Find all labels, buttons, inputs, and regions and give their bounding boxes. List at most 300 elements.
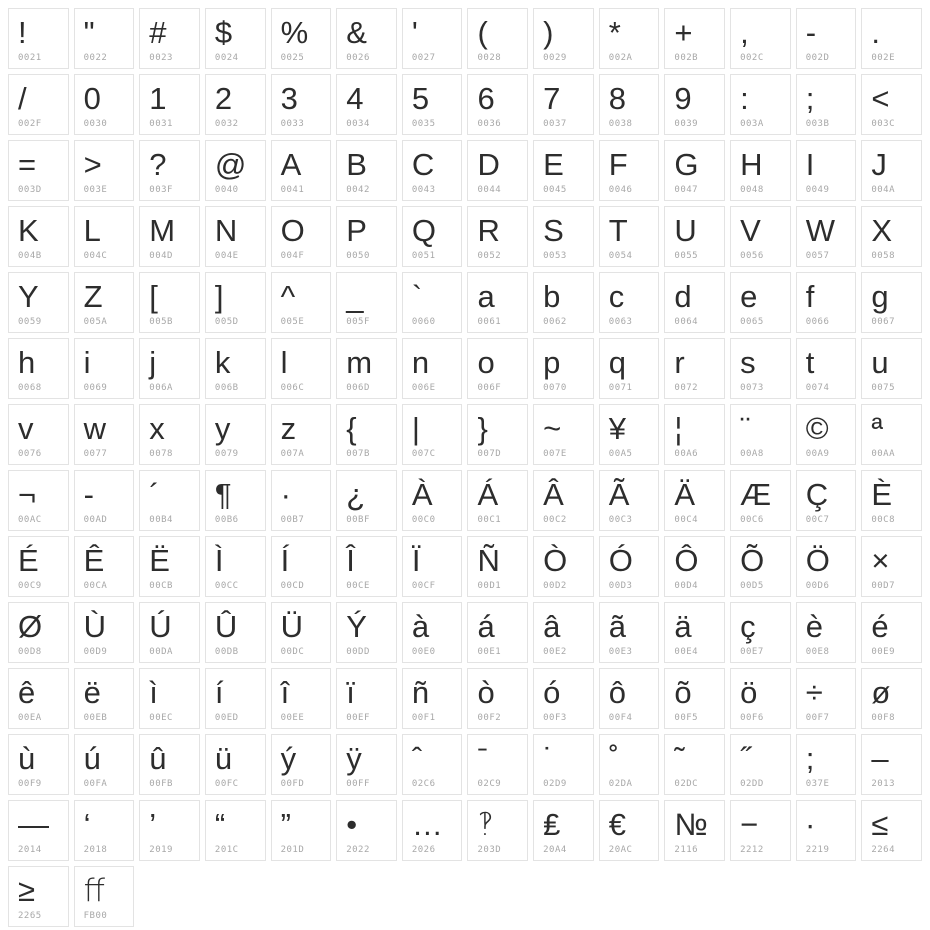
glyph-cell-003D[interactable] xyxy=(8,140,69,201)
glyph-cell-00F8[interactable] xyxy=(861,668,922,729)
glyph-character: ¥ xyxy=(608,411,627,446)
glyph-codepoint-label: 003B xyxy=(805,119,830,129)
glyph-cell-00AC[interactable] xyxy=(8,470,69,531)
glyph-character: i xyxy=(83,345,91,380)
glyph-cell-0047[interactable] xyxy=(664,140,725,201)
glyph-codepoint-label: 0025 xyxy=(280,53,305,63)
glyph-character: ˚ xyxy=(608,741,620,776)
glyph-cell-003F[interactable] xyxy=(139,140,200,201)
glyph-cell-004C[interactable] xyxy=(74,206,135,267)
glyph-cell-002D[interactable] xyxy=(796,8,857,69)
glyph-cell-005A[interactable] xyxy=(74,272,135,333)
glyph-cell-2212[interactable] xyxy=(730,800,791,861)
glyph-character: · xyxy=(280,477,291,512)
glyph-cell-0050[interactable] xyxy=(336,206,397,267)
glyph-character: î xyxy=(280,675,290,710)
glyph-cell-00E2[interactable] xyxy=(533,602,594,663)
glyph-cell-004D[interactable] xyxy=(139,206,200,267)
glyph-cell-2022[interactable] xyxy=(336,800,397,861)
glyph-cell-00E7[interactable] xyxy=(730,602,791,663)
glyph-codepoint-label: 00CC xyxy=(214,581,239,591)
glyph-codepoint-label: 0036 xyxy=(477,119,502,129)
glyph-cell-00DD[interactable] xyxy=(336,602,397,663)
glyph-character: - xyxy=(805,15,817,50)
glyph-cell-005D[interactable] xyxy=(205,272,266,333)
glyph-cell-00FA[interactable] xyxy=(74,734,135,795)
glyph-codepoint-label: 00C6 xyxy=(740,515,764,525)
glyph-character: o xyxy=(477,345,495,380)
glyph-character: • xyxy=(346,807,358,842)
glyph-character: m xyxy=(346,345,373,380)
glyph-character: x xyxy=(149,411,165,446)
glyph-cell-0063[interactable] xyxy=(599,272,660,333)
glyph-cell-004F[interactable] xyxy=(271,206,332,267)
glyph-cell-0042[interactable] xyxy=(336,140,397,201)
glyph-cell-007B[interactable] xyxy=(336,404,397,465)
glyph-cell-002E[interactable] xyxy=(861,8,922,69)
glyph-cell-0033[interactable] xyxy=(271,74,332,135)
glyph-cell-0021[interactable] xyxy=(8,8,69,69)
glyph-cell-0073[interactable] xyxy=(730,338,791,399)
glyph-codepoint-label: 0045 xyxy=(543,185,567,195)
glyph-codepoint-label: 004C xyxy=(83,251,108,261)
glyph-cell-00DC[interactable] xyxy=(271,602,332,663)
glyph-cell-0023[interactable] xyxy=(139,8,200,69)
glyph-cell-00DA[interactable] xyxy=(139,602,200,663)
glyph-character: & xyxy=(346,15,367,50)
glyph-character: ÿ xyxy=(346,741,362,776)
glyph-cell-005B[interactable] xyxy=(139,272,200,333)
glyph-codepoint-label: 2018 xyxy=(83,845,108,855)
glyph-cell-0028[interactable] xyxy=(467,8,528,69)
glyph-character: Ó xyxy=(608,543,633,578)
glyph-character: F xyxy=(608,147,628,182)
glyph-cell-00EC[interactable] xyxy=(139,668,200,729)
glyph-character: ã xyxy=(608,609,627,644)
glyph-cell-00F9[interactable] xyxy=(8,734,69,795)
glyph-cell-00D2[interactable] xyxy=(533,536,594,597)
glyph-cell-02DA[interactable] xyxy=(599,734,660,795)
glyph-cell-0025[interactable] xyxy=(271,8,332,69)
glyph-cell-002B[interactable] xyxy=(664,8,725,69)
glyph-cell-2018[interactable] xyxy=(74,800,135,861)
glyph-cell-0026[interactable] xyxy=(336,8,397,69)
glyph-codepoint-label: 00DC xyxy=(280,647,305,657)
glyph-cell-2219[interactable] xyxy=(796,800,857,861)
glyph-cell-0043[interactable] xyxy=(402,140,463,201)
glyph-cell-201D[interactable] xyxy=(271,800,332,861)
glyph-character: k xyxy=(214,345,231,380)
glyph-cell-00FC[interactable] xyxy=(205,734,266,795)
glyph-cell-00F2[interactable] xyxy=(467,668,528,729)
glyph-codepoint-label: 006D xyxy=(346,383,370,393)
glyph-character: Ý xyxy=(346,609,367,644)
glyph-cell-004A[interactable] xyxy=(861,140,922,201)
glyph-cell-00ED[interactable] xyxy=(205,668,266,729)
glyph-cell-0051[interactable] xyxy=(402,206,463,267)
glyph-character: ï xyxy=(346,675,355,710)
glyph-codepoint-label: 00D6 xyxy=(805,581,830,591)
glyph-cell-00C3[interactable] xyxy=(599,470,660,531)
glyph-cell-00F6[interactable] xyxy=(730,668,791,729)
glyph-character: Ñ xyxy=(477,543,500,578)
glyph-codepoint-label: 0077 xyxy=(83,449,108,459)
glyph-character: ) xyxy=(543,15,554,50)
glyph-cell-00F7[interactable] xyxy=(796,668,857,729)
glyph-cell-00DB[interactable] xyxy=(205,602,266,663)
glyph-codepoint-label: 00FB xyxy=(149,779,173,789)
glyph-cell-0058[interactable] xyxy=(861,206,922,267)
glyph-character: ì xyxy=(149,675,158,710)
glyph-character: í xyxy=(214,675,224,710)
glyph-cell-0076[interactable] xyxy=(8,404,69,465)
glyph-cell-00E4[interactable] xyxy=(664,602,725,663)
glyph-codepoint-label: 2264 xyxy=(871,845,896,855)
glyph-cell-00FB[interactable] xyxy=(139,734,200,795)
glyph-codepoint-label: 0079 xyxy=(214,449,239,459)
glyph-codepoint-label: 002F xyxy=(18,119,42,129)
glyph-codepoint-label: 0049 xyxy=(805,185,830,195)
glyph-cell-0060[interactable] xyxy=(402,272,463,333)
glyph-cell-00B7[interactable] xyxy=(271,470,332,531)
glyph-cell-003A[interactable] xyxy=(730,74,791,135)
glyph-cell-00C7[interactable] xyxy=(796,470,857,531)
glyph-cell-0038[interactable] xyxy=(599,74,660,135)
glyph-cell-005F[interactable] xyxy=(336,272,397,333)
glyph-cell-02DD[interactable] xyxy=(730,734,791,795)
glyph-cell-00CB[interactable] xyxy=(139,536,200,597)
glyph-cell-00D1[interactable] xyxy=(467,536,528,597)
glyph-cell-006F[interactable] xyxy=(467,338,528,399)
glyph-cell-005E[interactable] xyxy=(271,272,332,333)
glyph-cell-00C8[interactable] xyxy=(861,470,922,531)
glyph-codepoint-label: 00E1 xyxy=(477,647,502,657)
glyph-cell-006E[interactable] xyxy=(402,338,463,399)
glyph-character: — xyxy=(18,807,49,842)
glyph-cell-00FD[interactable] xyxy=(271,734,332,795)
glyph-cell-00AD[interactable] xyxy=(74,470,135,531)
glyph-cell-0035[interactable] xyxy=(402,74,463,135)
glyph-cell-00E1[interactable] xyxy=(467,602,528,663)
glyph-character: X xyxy=(871,213,893,248)
glyph-character: | xyxy=(411,411,420,446)
glyph-cell-003E[interactable] xyxy=(74,140,135,201)
glyph-character: Í xyxy=(280,543,290,578)
glyph-cell-0048[interactable] xyxy=(730,140,791,201)
glyph-character: l xyxy=(280,345,288,380)
glyph-cell-00D4[interactable] xyxy=(664,536,725,597)
glyph-character: + xyxy=(674,15,693,50)
glyph-character: ü xyxy=(214,741,233,776)
glyph-character: Û xyxy=(214,609,238,644)
glyph-codepoint-label: 003D xyxy=(18,185,42,195)
glyph-cell-0029[interactable] xyxy=(533,8,594,69)
glyph-cell-00E3[interactable] xyxy=(599,602,660,663)
glyph-character: Î xyxy=(346,543,355,578)
glyph-cell-2116[interactable] xyxy=(664,800,725,861)
glyph-cell-02DC[interactable] xyxy=(664,734,725,795)
glyph-cell-2264[interactable] xyxy=(861,800,922,861)
glyph-cell-0059[interactable] xyxy=(8,272,69,333)
glyph-codepoint-label: 00EB xyxy=(83,713,108,723)
glyph-codepoint-label: 003C xyxy=(871,119,896,129)
glyph-cell-0056[interactable] xyxy=(730,206,791,267)
glyph-cell-00D8[interactable] xyxy=(8,602,69,663)
glyph-cell-007A[interactable] xyxy=(271,404,332,465)
glyph-cell-00CF[interactable] xyxy=(402,536,463,597)
glyph-cell-007C[interactable] xyxy=(402,404,463,465)
glyph-cell-00B4[interactable] xyxy=(139,470,200,531)
glyph-cell-00D3[interactable] xyxy=(599,536,660,597)
glyph-codepoint-label: 00AC xyxy=(18,515,42,525)
glyph-character: g xyxy=(871,279,889,314)
glyph-codepoint-label: 006F xyxy=(477,383,502,393)
glyph-cell-0036[interactable] xyxy=(467,74,528,135)
glyph-codepoint-label: 004A xyxy=(871,185,896,195)
glyph-character: 6 xyxy=(477,81,495,116)
glyph-cell-0024[interactable] xyxy=(205,8,266,69)
glyph-codepoint-label: 0057 xyxy=(805,251,830,261)
glyph-cell-20AC[interactable] xyxy=(599,800,660,861)
glyph-cell-00FF[interactable] xyxy=(336,734,397,795)
glyph-cell-003C[interactable] xyxy=(861,74,922,135)
glyph-cell-0054[interactable] xyxy=(599,206,660,267)
glyph-cell-0079[interactable] xyxy=(205,404,266,465)
glyph-cell-0055[interactable] xyxy=(664,206,725,267)
glyph-cell-0067[interactable] xyxy=(861,272,922,333)
glyph-cell-00CE[interactable] xyxy=(336,536,397,597)
glyph-codepoint-label: 0072 xyxy=(674,383,699,393)
glyph-cell-006C[interactable] xyxy=(271,338,332,399)
glyph-cell-0068[interactable] xyxy=(8,338,69,399)
glyph-cell-0065[interactable] xyxy=(730,272,791,333)
glyph-cell-00D9[interactable] xyxy=(74,602,135,663)
glyph-cell-0078[interactable] xyxy=(139,404,200,465)
glyph-codepoint-label: 2265 xyxy=(18,911,42,921)
glyph-cell-00AA[interactable] xyxy=(861,404,922,465)
glyph-cell-0053[interactable] xyxy=(533,206,594,267)
glyph-cell-004B[interactable] xyxy=(8,206,69,267)
glyph-codepoint-label: 0055 xyxy=(674,251,699,261)
glyph-cell-0049[interactable] xyxy=(796,140,857,201)
glyph-codepoint-label: 00FC xyxy=(214,779,239,789)
glyph-cell-0072[interactable] xyxy=(664,338,725,399)
glyph-character: y xyxy=(214,411,231,446)
glyph-codepoint-label: 00CF xyxy=(411,581,436,591)
glyph-cell-00CC[interactable] xyxy=(205,536,266,597)
glyph-cell-007D[interactable] xyxy=(467,404,528,465)
glyph-character: ˉ xyxy=(477,741,488,776)
glyph-cell-2265[interactable] xyxy=(8,866,69,927)
glyph-codepoint-label: 004B xyxy=(18,251,42,261)
glyph-codepoint-label: 00ED xyxy=(214,713,239,723)
glyph-codepoint-label: 0034 xyxy=(346,119,370,129)
glyph-cell-00C0[interactable] xyxy=(402,470,463,531)
glyph-codepoint-label: 002E xyxy=(871,53,896,63)
glyph-cell-00A8[interactable] xyxy=(730,404,791,465)
glyph-cell-00EE[interactable] xyxy=(271,668,332,729)
glyph-codepoint-label: 0046 xyxy=(608,185,633,195)
glyph-character: Y xyxy=(18,279,39,314)
glyph-cell-00BF[interactable] xyxy=(336,470,397,531)
glyph-cell-00EA[interactable] xyxy=(8,668,69,729)
glyph-character: ~ xyxy=(543,411,562,446)
glyph-codepoint-label: 00A6 xyxy=(674,449,699,459)
glyph-cell-0022[interactable] xyxy=(74,8,135,69)
glyph-cell-006D[interactable] xyxy=(336,338,397,399)
glyph-codepoint-label: 0039 xyxy=(674,119,699,129)
glyph-cell-0062[interactable] xyxy=(533,272,594,333)
glyph-codepoint-label: 00C7 xyxy=(805,515,830,525)
glyph-cell-203D[interactable] xyxy=(467,800,528,861)
glyph-cell-003B[interactable] xyxy=(796,74,857,135)
glyph-character: ﬀ xyxy=(83,873,105,908)
glyph-character: e xyxy=(740,279,758,314)
glyph-cell-0066[interactable] xyxy=(796,272,857,333)
glyph-character: 4 xyxy=(346,81,364,116)
glyph-cell-0071[interactable] xyxy=(599,338,660,399)
glyph-cell-0030[interactable] xyxy=(74,74,135,135)
glyph-character: ’ xyxy=(149,807,157,842)
glyph-codepoint-label: 0035 xyxy=(411,119,436,129)
glyph-character: Â xyxy=(543,477,564,512)
glyph-cell-00E9[interactable] xyxy=(861,602,922,663)
glyph-codepoint-label: 00D9 xyxy=(83,647,108,657)
glyph-cell-0057[interactable] xyxy=(796,206,857,267)
glyph-character: ä xyxy=(674,609,692,644)
glyph-codepoint-label: 00D1 xyxy=(477,581,502,591)
glyph-cell-0052[interactable] xyxy=(467,206,528,267)
glyph-character: - xyxy=(83,477,94,512)
glyph-cell-0041[interactable] xyxy=(271,140,332,201)
glyph-cell-2026[interactable] xyxy=(402,800,463,861)
glyph-codepoint-label: 00C3 xyxy=(608,515,633,525)
glyph-codepoint-label: 0074 xyxy=(805,383,830,393)
glyph-cell-002F[interactable] xyxy=(8,74,69,135)
glyph-codepoint-label: 00B6 xyxy=(214,515,239,525)
glyph-cell-00C6[interactable] xyxy=(730,470,791,531)
glyph-codepoint-label: 0066 xyxy=(805,317,830,327)
glyph-cell-00A5[interactable] xyxy=(599,404,660,465)
glyph-cell-00A9[interactable] xyxy=(796,404,857,465)
glyph-codepoint-label: 00E0 xyxy=(411,647,436,657)
glyph-cell-0075[interactable] xyxy=(861,338,922,399)
glyph-character: K xyxy=(18,213,39,248)
glyph-cell-00EF[interactable] xyxy=(336,668,397,729)
glyph-cell-006B[interactable] xyxy=(205,338,266,399)
glyph-cell-0064[interactable] xyxy=(664,272,725,333)
glyph-cell-00C9[interactable] xyxy=(8,536,69,597)
glyph-cell-FB00[interactable] xyxy=(74,866,135,927)
glyph-cell-00D6[interactable] xyxy=(796,536,857,597)
glyph-cell-0077[interactable] xyxy=(74,404,135,465)
glyph-codepoint-label: 02C6 xyxy=(411,779,436,789)
glyph-cell-0069[interactable] xyxy=(74,338,135,399)
glyph-cell-0074[interactable] xyxy=(796,338,857,399)
glyph-character: 5 xyxy=(411,81,430,116)
glyph-cell-0044[interactable] xyxy=(467,140,528,201)
glyph-codepoint-label: 0051 xyxy=(411,251,436,261)
glyph-character: " xyxy=(83,15,95,50)
glyph-cell-0040[interactable] xyxy=(205,140,266,201)
glyph-codepoint-label: 00F9 xyxy=(18,779,42,789)
glyph-cell-0039[interactable] xyxy=(664,74,725,135)
glyph-character: © xyxy=(805,411,829,446)
glyph-cell-00CD[interactable] xyxy=(271,536,332,597)
glyph-codepoint-label: 00EE xyxy=(280,713,305,723)
glyph-codepoint-label: 00E9 xyxy=(871,647,896,657)
glyph-codepoint-label: 02DA xyxy=(608,779,633,789)
glyph-cell-2019[interactable] xyxy=(139,800,200,861)
glyph-character: n xyxy=(411,345,430,380)
glyph-cell-2014[interactable] xyxy=(8,800,69,861)
glyph-character: # xyxy=(149,15,167,50)
glyph-cell-00C1[interactable] xyxy=(467,470,528,531)
glyph-cell-00CA[interactable] xyxy=(74,536,135,597)
glyph-character: ¿ xyxy=(346,477,366,512)
glyph-cell-00EB[interactable] xyxy=(74,668,135,729)
glyph-cell-00E0[interactable] xyxy=(402,602,463,663)
glyph-cell-0045[interactable] xyxy=(533,140,594,201)
glyph-cell-00A6[interactable] xyxy=(664,404,725,465)
glyph-codepoint-label: 0078 xyxy=(149,449,173,459)
glyph-cell-00F4[interactable] xyxy=(599,668,660,729)
glyph-cell-002A[interactable] xyxy=(599,8,660,69)
glyph-codepoint-label: 00C8 xyxy=(871,515,896,525)
glyph-cell-0032[interactable] xyxy=(205,74,266,135)
glyph-cell-0046[interactable] xyxy=(599,140,660,201)
glyph-character: Á xyxy=(477,477,499,512)
glyph-cell-00C4[interactable] xyxy=(664,470,725,531)
glyph-character: f xyxy=(805,279,815,314)
glyph-codepoint-label: 0041 xyxy=(280,185,305,195)
glyph-cell-007E[interactable] xyxy=(533,404,594,465)
glyph-cell-00F1[interactable] xyxy=(402,668,463,729)
glyph-cell-00F3[interactable] xyxy=(533,668,594,729)
glyph-codepoint-label: 00A9 xyxy=(805,449,830,459)
glyph-cell-0034[interactable] xyxy=(336,74,397,135)
glyph-cell-00F5[interactable] xyxy=(664,668,725,729)
glyph-cell-00D5[interactable] xyxy=(730,536,791,597)
glyph-cell-2013[interactable] xyxy=(861,734,922,795)
glyph-cell-02D9[interactable] xyxy=(533,734,594,795)
glyph-cell-006A[interactable] xyxy=(139,338,200,399)
glyph-character: Ò xyxy=(543,543,568,578)
glyph-character: V xyxy=(740,213,761,248)
glyph-cell-0061[interactable] xyxy=(467,272,528,333)
glyph-cell-20A4[interactable] xyxy=(533,800,594,861)
glyph-cell-004E[interactable] xyxy=(205,206,266,267)
glyph-codepoint-label: 0047 xyxy=(674,185,699,195)
glyph-cell-037E[interactable] xyxy=(796,734,857,795)
glyph-character: } xyxy=(477,411,488,446)
glyph-cell-00B6[interactable] xyxy=(205,470,266,531)
glyph-cell-0037[interactable] xyxy=(533,74,594,135)
glyph-cell-002C[interactable] xyxy=(730,8,791,69)
glyph-cell-201C[interactable] xyxy=(205,800,266,861)
glyph-cell-0070[interactable] xyxy=(533,338,594,399)
glyph-cell-02C9[interactable] xyxy=(467,734,528,795)
glyph-cell-00C2[interactable] xyxy=(533,470,594,531)
glyph-codepoint-label: 0060 xyxy=(411,317,436,327)
glyph-cell-00E8[interactable] xyxy=(796,602,857,663)
glyph-cell-0027[interactable] xyxy=(402,8,463,69)
glyph-cell-0031[interactable] xyxy=(139,74,200,135)
glyph-cell-02C6[interactable] xyxy=(402,734,463,795)
glyph-cell-00D7[interactable] xyxy=(861,536,922,597)
glyph-codepoint-label: 00D7 xyxy=(871,581,896,591)
glyph-character: _ xyxy=(346,279,364,314)
